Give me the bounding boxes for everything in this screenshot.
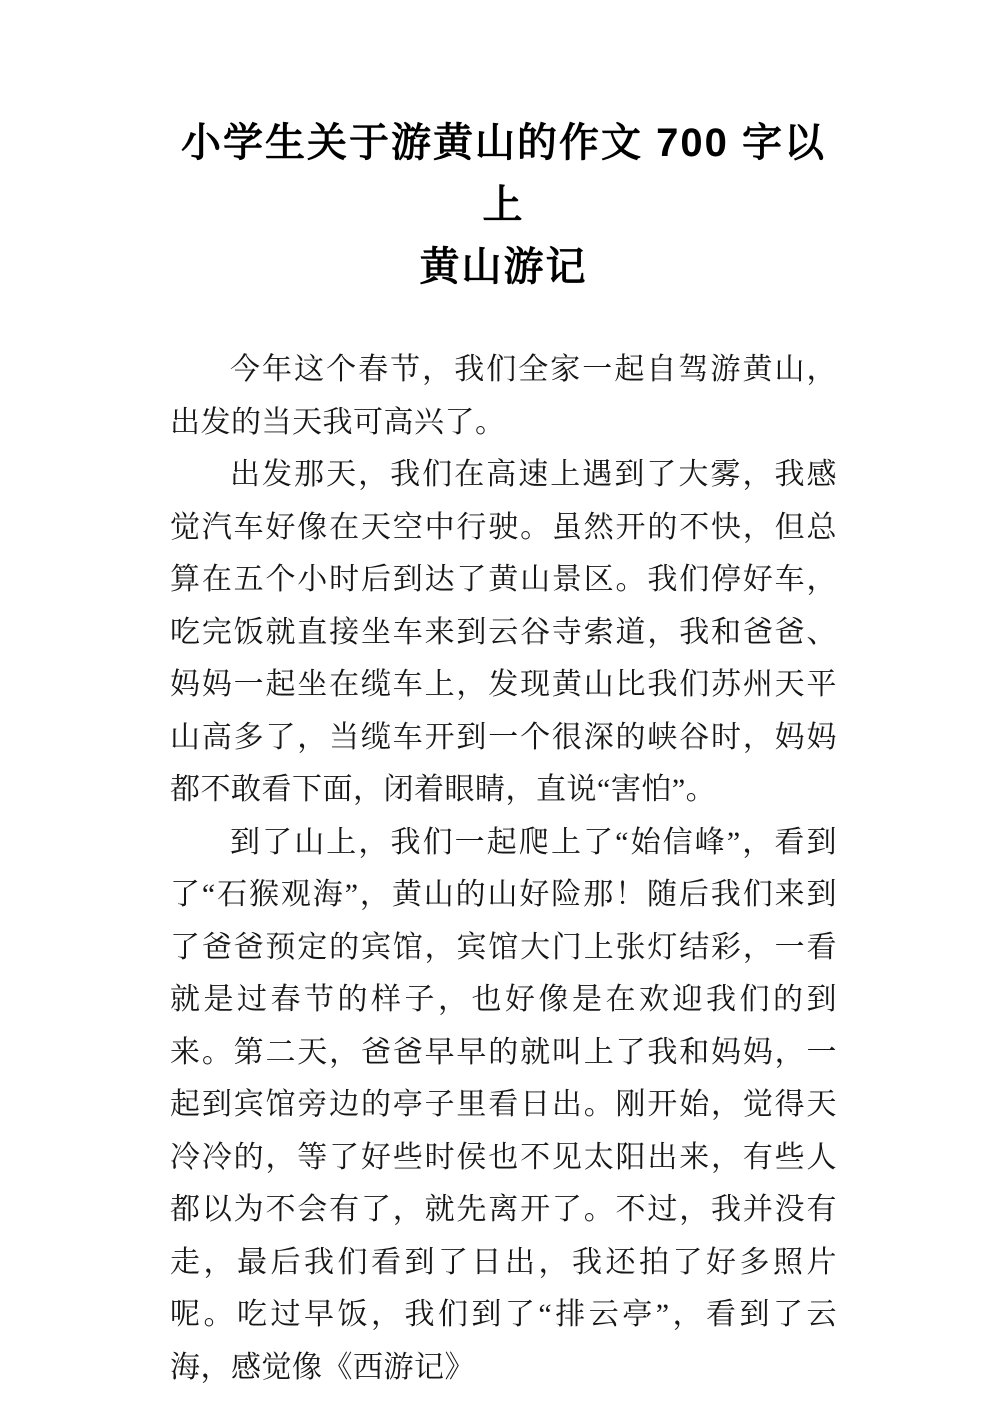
document-body [170,344,837,1394]
title-line-2: 黄山游记 [419,245,588,289]
paragraph-1: 今年这个春节，我们全家一起自驾游黄山，出发的当天我可高兴了。 [170,353,837,439]
paragraph-3: 到了山上，我们一起爬上了“始信峰”，看到了“石猴观海”，黄山的山好险那！随后我们来到了爸爸预定的宾馆，宾馆大门上张灯结彩，一看就是过春节的样子，也好像是在欢迎我们的到来。第二天，爸爸早早的就叫上了我和妈妈，一起到宾馆旁边的亭子里看日出。刚开始，觉得天冷冷的，等了好些时侯也不见太阳出来，有些人都以为不会有了，就先离开了。不过，我并没有走，最后我们看到了日出，我还拍了好多照片呢。吃过早饭，我们到了“排云亭”，看到了云海，感觉像《西游记》 [170,825,837,1384]
paragraph-2: 出发那天，我们在高速上遇到了大雾，我感觉汽车好像在天空中行驶。虽然开的不快，但总算在五个小时后到达了黄山景区。我们停好车，吃完饭就直接坐车来到云谷寺索道，我和爸爸、妈妈一起坐在缆车上，发现黄山比我们苏州天平山高多了，当缆车开到一个很深的峡谷时，妈妈都不敢看下面，闭着眼睛，直说“害怕”。 [170,458,837,806]
document-title [170,112,837,298]
title-line-1: 小学生关于游黄山的作文 700 字以上 [181,121,826,227]
